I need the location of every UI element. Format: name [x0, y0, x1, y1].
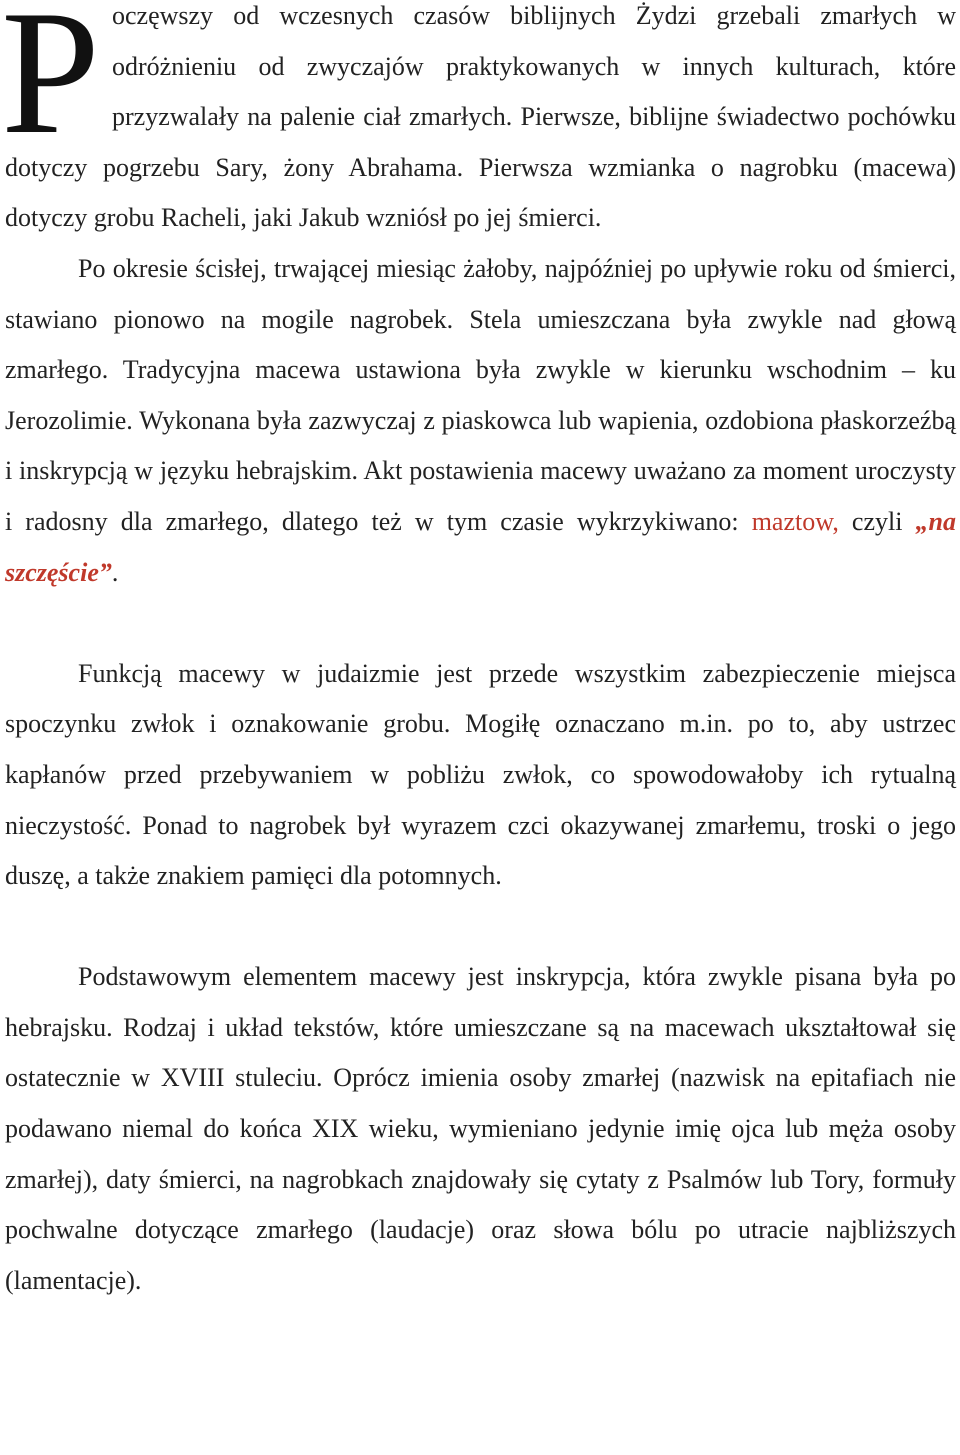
drop-cap-letter: P: [1, 0, 100, 171]
paragraph-function-text: Funkcją macewy w judaizmie jest przede wszystkim zabezpieczenie miejsca spoczynku zwłok i oznakowanie grobu. Mogiłę oznaczano m.in. po to, aby ustrzec kapłanów przed przebywaniem w pobliżu zwłok, co spowodowałoby ich rytualną nieczystość. Ponad to nagrobek był wyrazem czci okazywanej zmarłemu, troski o jego duszę, a także znakiem pamięci dla potomnych.: [5, 658, 956, 891]
paragraph-intro-text: oczęwszy od wczesnych czasów biblijnych Żydzi grzebali zmarłych w odróżnieniu od zwyczajów praktykowanych w innych kulturach, które przyzwalały na palenie ciał zmarłych. Pierwsze, biblijne świadectwo pochówku dotyczy pogrzebu Sary, żony Abrahama. Pierwsza wzmianka o nagrobku (macewa) dotyczy grobu Racheli, jaki Jakub wzniósł po jej śmierci.: [5, 1, 956, 233]
paragraph-inscription: [5, 952, 956, 1306]
paragraph-function: [5, 649, 956, 902]
paragraph-inscription-text: Podstawowym elementem macewy jest inskrypcja, która zwykle pisana była po hebrajsku. Rodzaj i układ tekstów, które umieszczane są na macewach ukształtował się ostatecznie w XVIII stuleciu. Oprócz imienia osoby zmarłej (nazwisk na epitafiach nie podawano niemal do końca XIX wieku, wymieniano jedynie imię ojca lub męża osoby zmarłej), daty śmierci, na nagrobkach znajdowały się cytaty z Psalmów lub Tory, formuły pochwalne dotyczące zmarłego (laudacje) oraz słowa bólu po utracie najbliższych (lamentacje).: [5, 962, 956, 1295]
paragraph-spacer: [5, 598, 956, 649]
highlight-na-szczescie: „na szczęście”: [5, 506, 957, 587]
paragraph-spacer: [5, 902, 956, 953]
document-page: [1, 0, 957, 1306]
paragraph-macewa-setting-end: .: [111, 557, 119, 587]
paragraph-macewa-setting: [5, 244, 956, 598]
highlight-maztow: maztow,: [751, 506, 839, 536]
paragraph-macewa-setting-connector: czyli: [851, 506, 903, 536]
paragraph-macewa-setting-text: Po okresie ścisłej, trwającej miesiąc żałoby, najpóźniej po upływie roku od śmierci, stawiano pionowo na mogile nagrobek. Stela umieszczana była zwykle nad głową zmarłego. Tradycyjna macewa ustawiona była zwykle w kierunku wschodnim – ku Jerozolimie. Wykonana była zazwyczaj z piaskowca lub wapienia, ozdobiona płaskorzeźbą i inskrypcją w języku hebrajskim. Akt postawienia macewy uważano za moment uroczysty i radosny dla zmarłego, dlatego też w tym czasie wykrzykiwano:: [5, 253, 956, 536]
paragraph-intro: [1, 0, 956, 244]
